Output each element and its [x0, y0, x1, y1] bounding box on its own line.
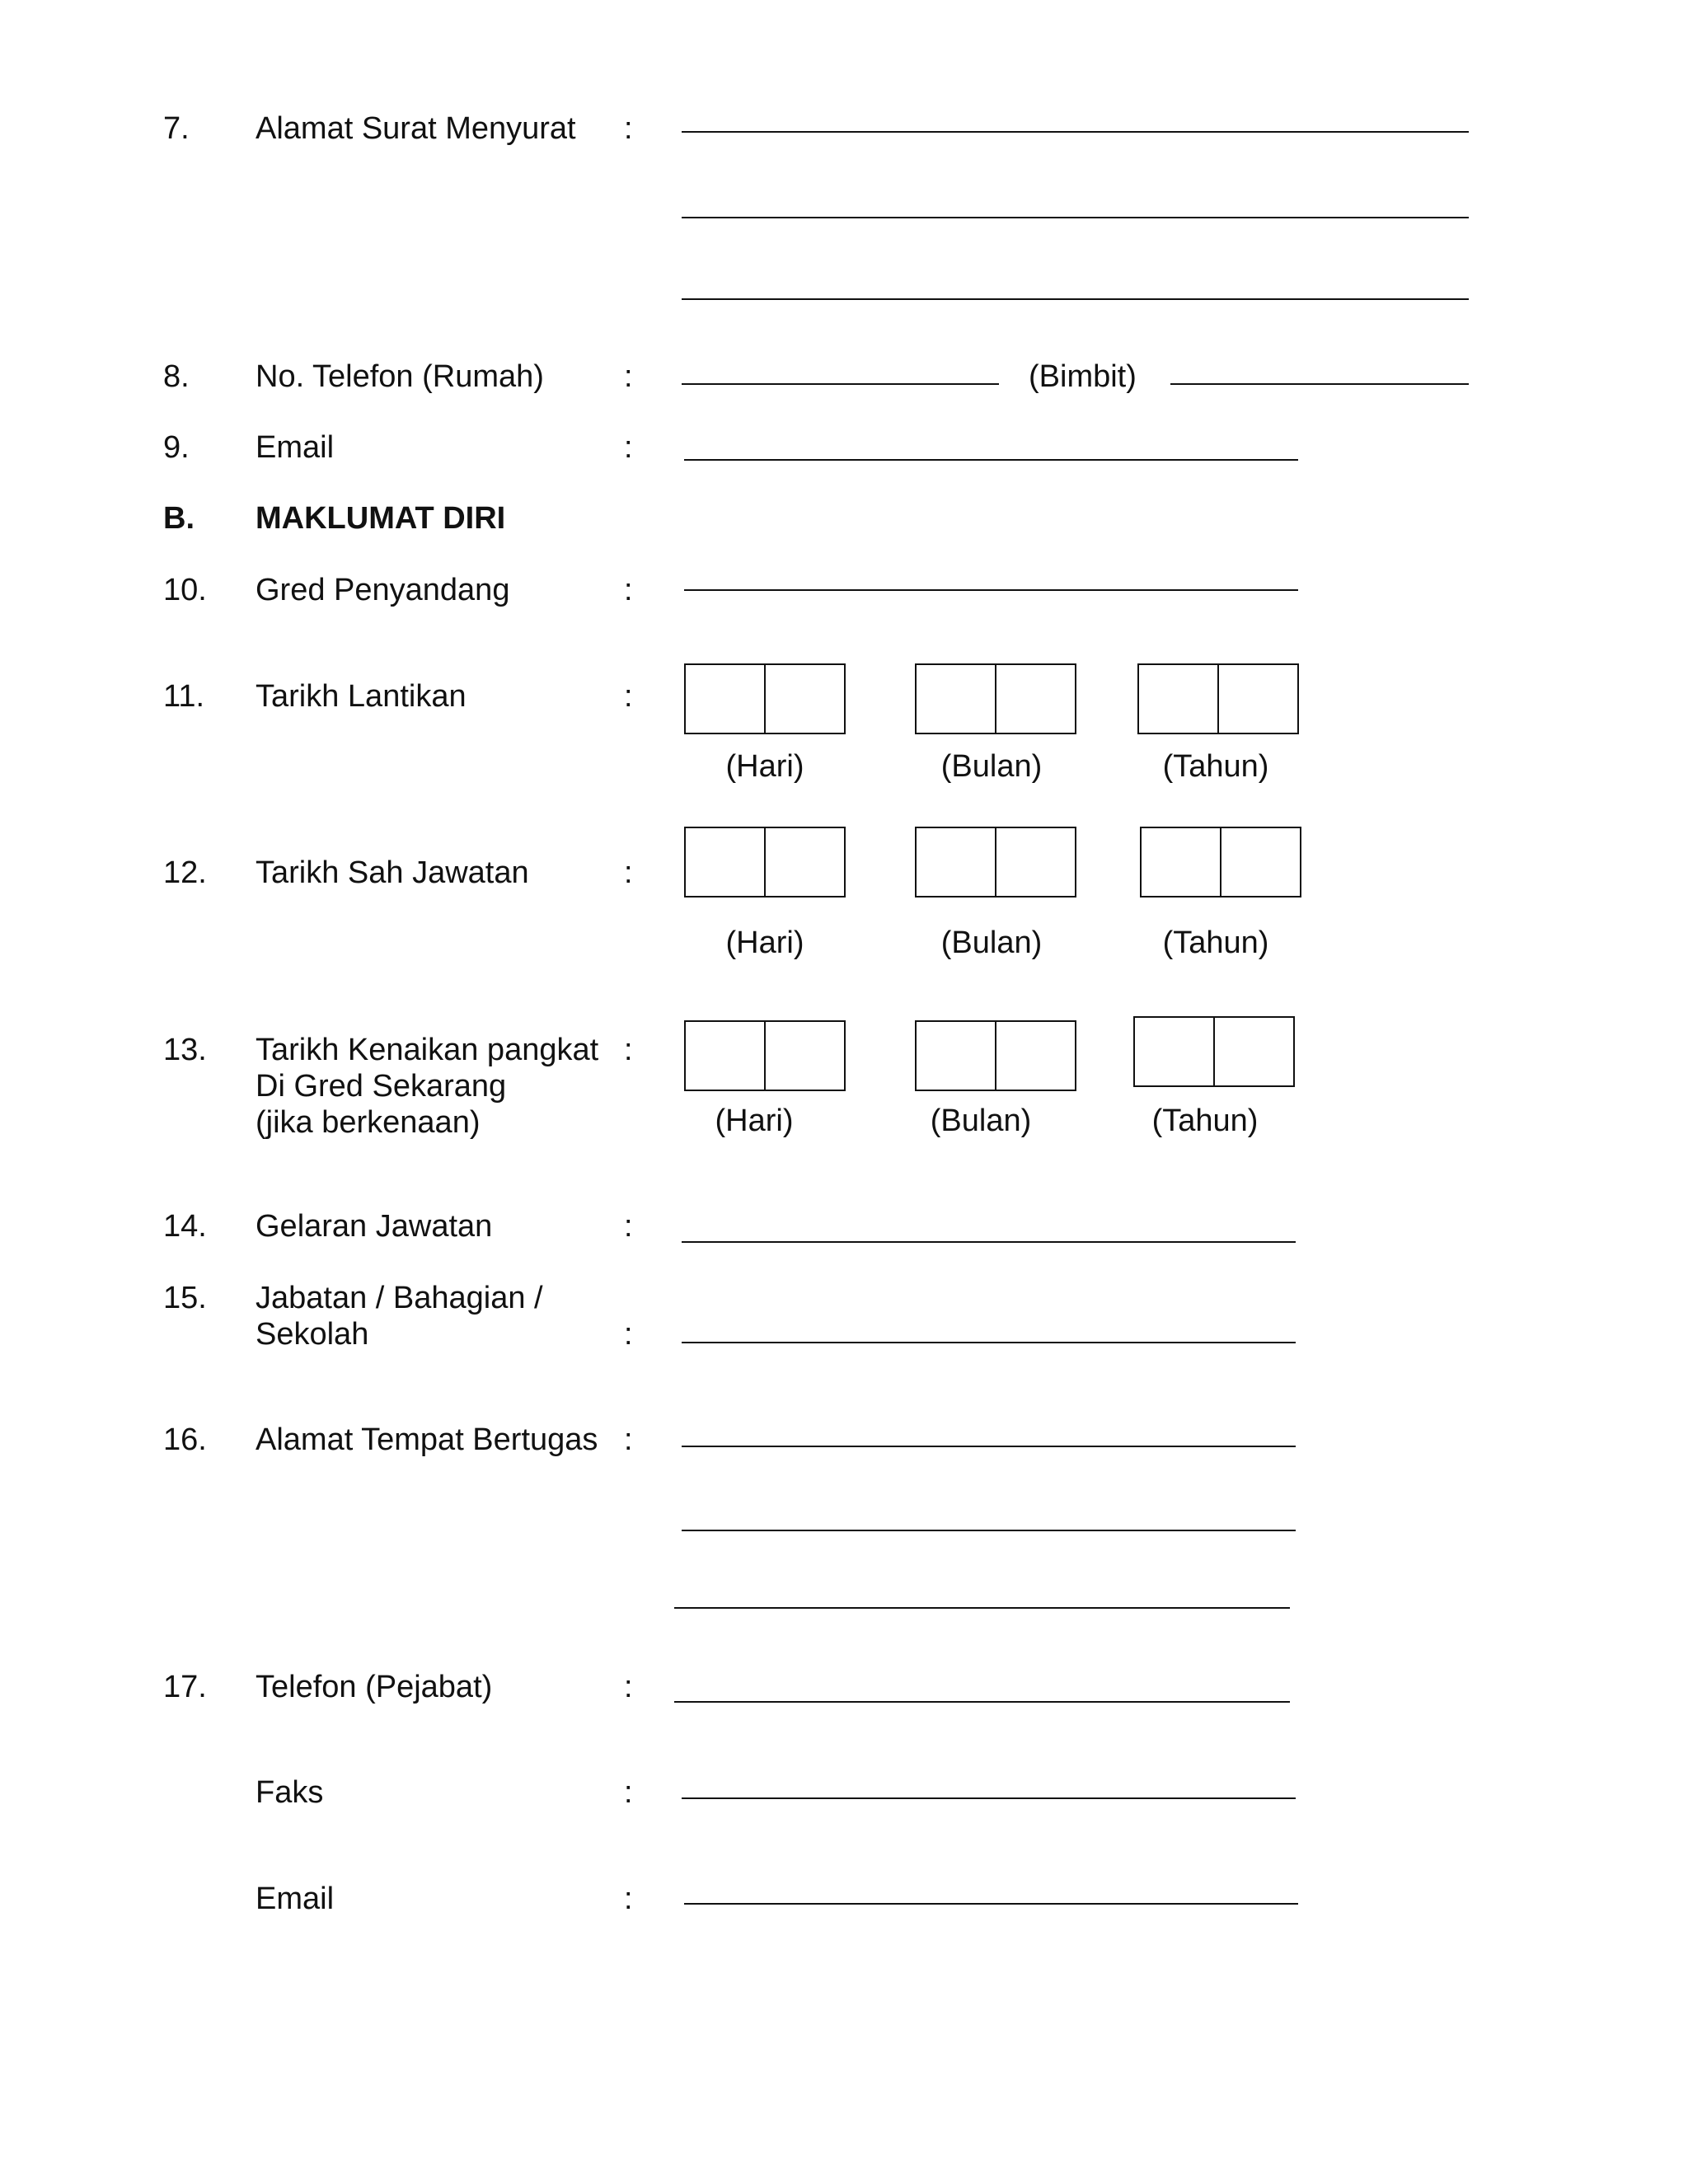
item-10-colon: :: [624, 573, 633, 607]
item-17-colon: :: [624, 1670, 633, 1704]
mailing-address-line-2[interactable]: [682, 217, 1469, 218]
item-13-label-line-3: (jika berkenaan): [256, 1105, 481, 1140]
appointment-month-caption: (Bulan): [940, 749, 1043, 784]
office-email-field[interactable]: [684, 1903, 1298, 1905]
promotion-day-box[interactable]: [684, 1020, 846, 1091]
item-16-number: 16.: [163, 1422, 207, 1457]
item-13-label: [256, 1032, 598, 1141]
section-b-letter: B.: [163, 501, 195, 536]
mailing-address-line-1[interactable]: [682, 131, 1469, 133]
item-15-label-line-2: Sekolah: [256, 1317, 369, 1352]
item-17-label: Telefon (Pejabat): [256, 1670, 493, 1704]
item-7-label: Alamat Surat Menyurat: [256, 111, 576, 146]
position-title-field[interactable]: [682, 1241, 1296, 1243]
item-13-label-line-1: Tarikh Kenaikan pangkat: [256, 1033, 599, 1067]
item-7-colon: :: [624, 111, 633, 146]
item-16-label: Alamat Tempat Bertugas: [256, 1422, 598, 1457]
confirmation-year-box[interactable]: [1140, 827, 1301, 898]
item-16-colon: :: [624, 1422, 633, 1457]
appointment-year-box[interactable]: [1137, 663, 1299, 734]
item-10-label: Gred Penyandang: [256, 573, 510, 607]
item-15-label: [256, 1280, 543, 1352]
item-15-number: 15.: [163, 1281, 207, 1315]
fax-colon: :: [624, 1775, 633, 1810]
item-11-label: Tarikh Lantikan: [256, 679, 467, 714]
grade-field[interactable]: [684, 589, 1298, 591]
item-14-colon: :: [624, 1209, 633, 1244]
item-15-colon: :: [624, 1317, 633, 1352]
item-8-label: No. Telefon (Rumah): [256, 359, 544, 394]
home-phone-field[interactable]: [682, 383, 999, 385]
fax-field[interactable]: [682, 1797, 1296, 1799]
mobile-phone-field[interactable]: [1170, 383, 1469, 385]
item-8-colon: :: [624, 359, 633, 394]
office-address-line-1[interactable]: [682, 1446, 1296, 1447]
item-12-colon: :: [624, 855, 633, 890]
office-email-colon: :: [624, 1882, 633, 1916]
item-14-number: 14.: [163, 1209, 207, 1244]
appointment-day-caption: (Hari): [725, 749, 804, 784]
promotion-month-caption: (Bulan): [930, 1104, 1032, 1138]
item-9-label: Email: [256, 430, 335, 465]
item-13-colon: :: [624, 1033, 633, 1067]
office-address-line-2[interactable]: [682, 1530, 1296, 1531]
office-email-label: Email: [256, 1882, 335, 1916]
item-7-number: 7.: [163, 111, 190, 146]
item-8-number: 8.: [163, 359, 190, 394]
office-address-line-3[interactable]: [674, 1607, 1290, 1609]
department-field[interactable]: [682, 1342, 1296, 1343]
fax-label: Faks: [256, 1775, 324, 1810]
promotion-year-box[interactable]: [1133, 1016, 1295, 1087]
appointment-day-box[interactable]: [684, 663, 846, 734]
promotion-month-box[interactable]: [915, 1020, 1076, 1091]
item-12-label: Tarikh Sah Jawatan: [256, 855, 529, 890]
confirmation-day-caption: (Hari): [725, 926, 804, 960]
item-14-label: Gelaran Jawatan: [256, 1209, 493, 1244]
office-phone-field[interactable]: [674, 1701, 1290, 1703]
appointment-year-caption: (Tahun): [1162, 749, 1269, 784]
confirmation-month-caption: (Bulan): [940, 926, 1043, 960]
item-9-number: 9.: [163, 430, 190, 465]
item-17-number: 17.: [163, 1670, 207, 1704]
confirmation-day-box[interactable]: [684, 827, 846, 898]
email-field[interactable]: [684, 459, 1298, 461]
section-b-title: MAKLUMAT DIRI: [256, 501, 506, 536]
item-10-number: 10.: [163, 573, 207, 607]
mobile-label: (Bimbit): [1029, 359, 1137, 394]
item-12-number: 12.: [163, 855, 207, 890]
promotion-year-caption: (Tahun): [1151, 1104, 1259, 1138]
confirmation-year-caption: (Tahun): [1162, 926, 1269, 960]
item-13-number: 13.: [163, 1033, 207, 1067]
appointment-month-box[interactable]: [915, 663, 1076, 734]
promotion-day-caption: (Hari): [715, 1104, 794, 1138]
confirmation-month-box[interactable]: [915, 827, 1076, 898]
mailing-address-line-3[interactable]: [682, 298, 1469, 300]
item-11-colon: :: [624, 679, 633, 714]
item-13-label-line-2: Di Gred Sekarang: [256, 1069, 507, 1104]
item-9-colon: :: [624, 430, 633, 465]
item-11-number: 11.: [163, 679, 205, 714]
item-15-label-line-1: Jabatan / Bahagian /: [256, 1281, 543, 1315]
